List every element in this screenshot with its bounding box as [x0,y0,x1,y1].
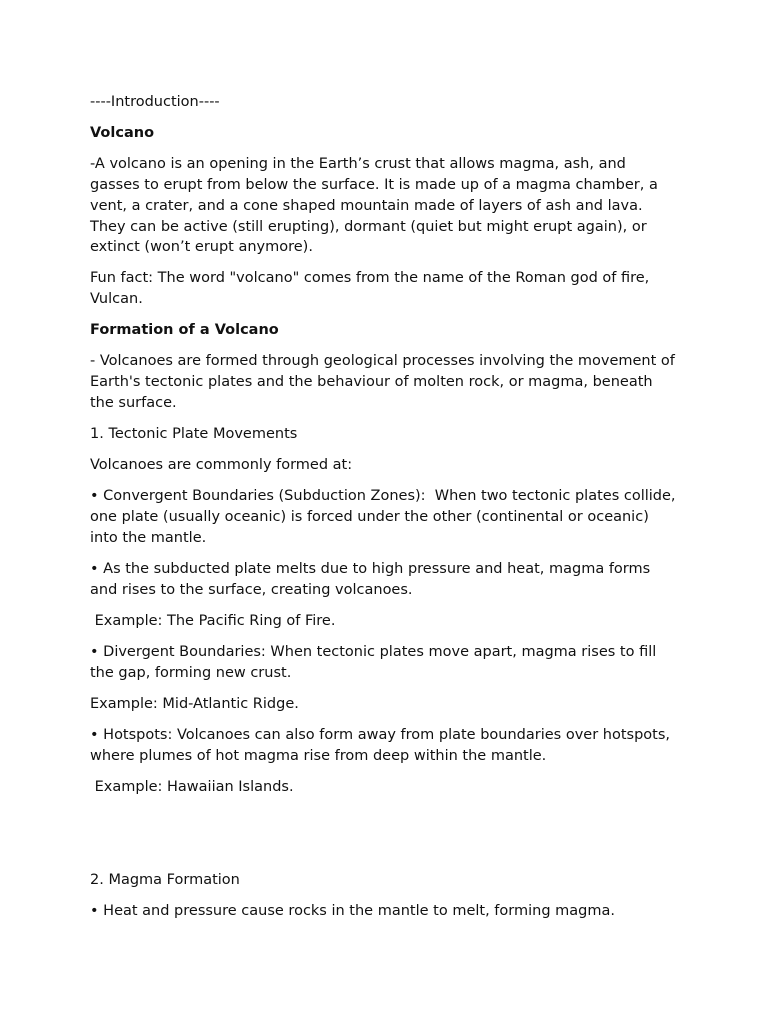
section-2-title: 2. Magma Formation [90,871,240,888]
blank-space [90,808,680,870]
section-1-title: 1. Tectonic Plate Movements [90,426,298,443]
example-mid-atlantic: Example: Mid-Atlantic Ridge. [90,695,299,712]
example-hawaii: Example: Hawaiian Islands. [90,778,294,795]
paragraph-formation-intro: - Volcanoes are formed through geological processes involving the movement of Earth's tectonic plates and the behaviour of molten rock, or magma, beneath the surface. [90,353,680,412]
heading-formation: Formation of a Volcano [90,322,279,339]
heading-volcano: Volcano [90,125,155,142]
bullet-heat-pressure: • Heat and pressure cause rocks in the mantle to melt, forming magma. [90,903,615,920]
example-ring-of-fire: Example: The Pacific Ring of Fire. [90,612,336,629]
bullet-divergent: • Divergent Boundaries: When tectonic plates move apart, magma rises to fill the gap, forming new crust. [90,644,661,681]
intro-marker: ----Introduction---- [90,94,220,110]
document-body [90,92,680,932]
paragraph-commonly-formed: Volcanoes are commonly formed at: [90,457,353,474]
paragraph-fun-fact: Fun fact: The word "volcano" comes from the name of the Roman god of fire, Vulcan. [90,270,654,308]
bullet-convergent: • Convergent Boundaries (Subduction Zones): When two tectonic plates collide, one plate (usually oceanic) is forced under the other (continental or oceanic) into the mantle. [90,488,681,546]
bullet-subducted: • As the subducted plate melts due to high pressure and heat, magma forms and rises to the surface, creating volcanoes. [90,561,655,598]
bullet-hotspots: • Hotspots: Volcanoes can also form away from plate boundaries over hotspots, where plumes of hot magma rise from deep within the mantle. [90,726,675,764]
paragraph-definition: -A volcano is an opening in the Earth’s crust that allows magma, ash, and gasses to erupt from below the surface. It is made up of a magma chamber, a vent, a crater, and a cone shaped mountain made of layers of ash and lava. They can be active (still erupting), dormant (quiet but might erupt again), or extinct (won’t erupt anymore). [90,156,663,256]
